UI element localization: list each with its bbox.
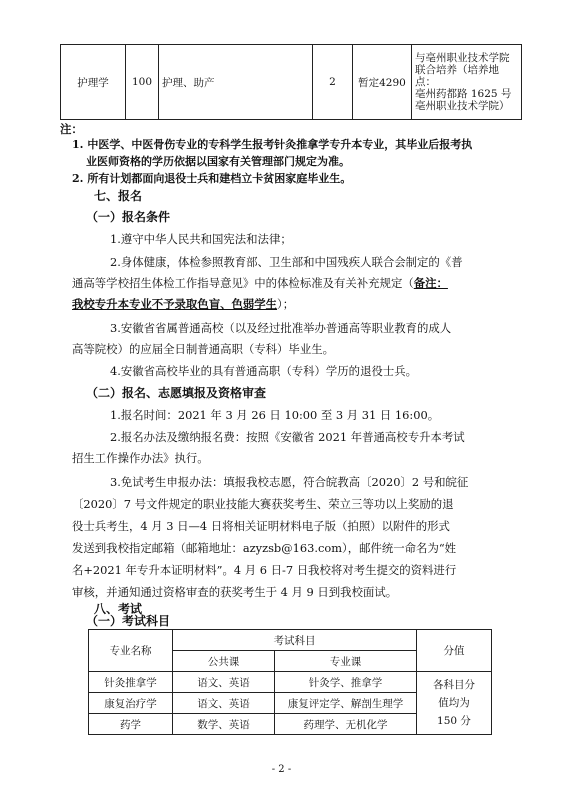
note-cell xyxy=(412,45,522,120)
score-line: 150 分 xyxy=(437,715,471,727)
table-row xyxy=(89,672,492,693)
section-heading-exam: 八、考试 xyxy=(94,602,143,616)
application-2: 2.报名办法及缴纳报名费：按照《安徽省 2021 年普通高校专升本考试 xyxy=(110,430,465,444)
note-line: 联合培养（培养地点： xyxy=(415,64,499,88)
major-cell: 护理学 xyxy=(61,45,126,120)
remark-text: 我校专升本专业不予录取色盲、色弱学生 xyxy=(72,297,278,311)
condition-3-cont: 高等院校）的应届全日制普通高职（专科）毕业生。 xyxy=(72,342,334,356)
plan-cell: 2 xyxy=(313,45,353,120)
remark-end: ）； xyxy=(277,297,295,311)
direction-cell: 护理、助产 xyxy=(159,45,313,120)
row-professional: 康复评定学、解剖生理学 xyxy=(275,693,417,714)
condition-1: 1.遵守中华人民共和国宪法和法律； xyxy=(110,232,292,246)
header-professional: 专业课 xyxy=(275,651,417,672)
program-table xyxy=(60,44,522,120)
condition-2-text: 通高等学校招生体检工作指导意见》中的体检标准及有关补充规定（ xyxy=(72,276,414,290)
application-3-cont2: 役士兵考生，4 月 3 日—4 日将相关证明材料电子版（拍照）以附件的形式 xyxy=(72,519,450,533)
header-public: 公共课 xyxy=(173,651,275,672)
row-public: 语文、英语 xyxy=(173,693,275,714)
header-subjects: 考试科目 xyxy=(173,630,417,651)
application-1: 1.报名时间：2021 年 3 月 26 日 10:00 至 3 月 31 日 16:00。 xyxy=(110,408,440,422)
application-3-cont5: 审核，并通知通过资格审查的获奖考生于 4 月 9 日到我校面试。 xyxy=(72,585,398,599)
table-row xyxy=(61,45,522,120)
row-major: 针灸推拿学 xyxy=(89,672,173,693)
section-heading-registration: 七、报名 xyxy=(94,189,143,203)
table-header-row xyxy=(89,630,492,651)
exam-subjects-table xyxy=(88,629,492,735)
application-3-cont4: 名+2021 年专升本证明材料”。4 月 6 日-7 日我校将对考生提交的资料进行 xyxy=(72,563,457,577)
note-item-1-cont: 业医师资格的学历依据以国家有关管理部门规定为准。 xyxy=(86,155,350,168)
score-line: 值均为 xyxy=(438,697,470,709)
application-3-cont3: 发送到我校指定邮箱（邮箱地址：azyzsb@163.com），邮件统一命名为“姓 xyxy=(72,541,457,555)
subheading-exam-subjects: （一）考试科目 xyxy=(86,614,171,628)
application-2-cont: 招生工作操作办法》执行。 xyxy=(72,451,209,465)
note-line: 亳州药都路 1625 号 xyxy=(415,88,512,100)
condition-2-cont xyxy=(72,275,448,291)
score-line: 各科目分 xyxy=(433,679,475,691)
condition-2: 2.身体健康，体检参照教育部、卫生部和中国残疾人联合会制定的《普 xyxy=(110,255,463,269)
row-major: 康复治疗学 xyxy=(89,693,173,714)
application-3: 3.免试考生申报办法：填报我校志愿，符合皖教高〔2020〕2 号和皖征 xyxy=(110,475,469,489)
note-item-1: 1. 中医学、中医骨伤专业的专科学生报考针灸推拿学专升本专业，其毕业后报考执 xyxy=(72,138,473,151)
header-score: 分值 xyxy=(417,630,492,672)
code-cell: 100 xyxy=(126,45,159,120)
application-3-cont1: 〔2020〕7 号文件规定的职业技能大赛获奖考生、荣立三等功以上奖励的退 xyxy=(72,497,454,511)
subheading-application: （二）报名、志愿填报及资格审查 xyxy=(86,386,267,400)
page-number: - 2 - xyxy=(271,764,292,775)
note-line: 与亳州职业技术学院 xyxy=(415,52,510,64)
row-professional: 药理学、无机化学 xyxy=(275,714,417,735)
fee-cell: 暂定4290 xyxy=(353,45,412,120)
score-cell xyxy=(417,672,492,735)
row-public: 语文、英语 xyxy=(173,672,275,693)
subheading-conditions: （一）报名条件 xyxy=(86,210,171,224)
row-professional: 针灸学、推拿学 xyxy=(275,672,417,693)
condition-3: 3.安徽省省属普通高校（以及经过批准举办普通高等职业教育的成人 xyxy=(110,321,452,335)
note-line: 亳州职业技术学院） xyxy=(415,100,510,112)
remark-label: 备注： xyxy=(413,276,448,290)
header-major: 专业名称 xyxy=(89,630,173,672)
condition-4: 4.安徽省高校毕业的具有普通高职（专科）学历的退役士兵。 xyxy=(110,364,418,378)
row-major: 药学 xyxy=(89,714,173,735)
condition-2-remark xyxy=(72,296,294,312)
notes-label: 注： xyxy=(60,122,83,136)
note-item-2: 2. 所有计划都面向退役士兵和建档立卡贫困家庭毕业生。 xyxy=(72,172,352,185)
row-public: 数学、英语 xyxy=(173,714,275,735)
